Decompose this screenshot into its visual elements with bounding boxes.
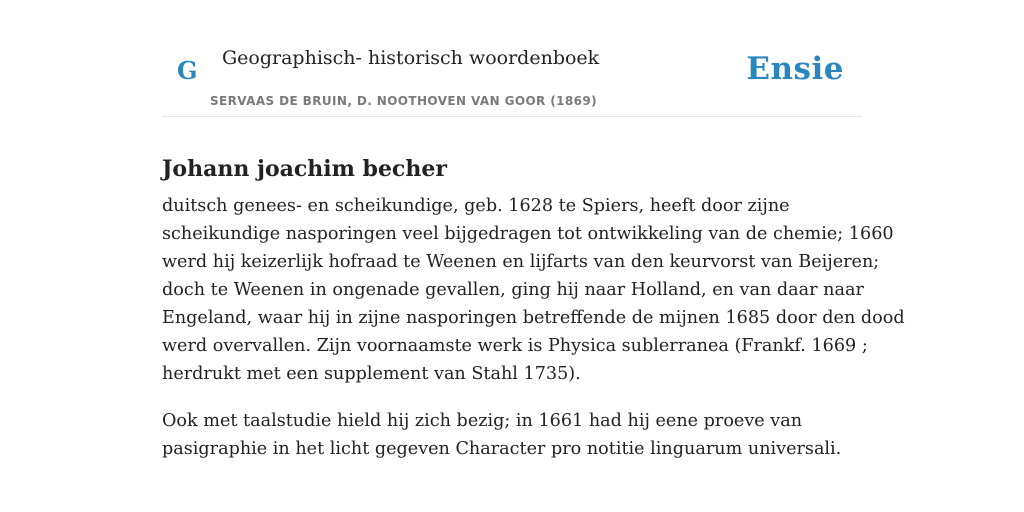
book-letter-icon[interactable]: G bbox=[177, 56, 198, 85]
ensie-logo[interactable]: Ensie bbox=[746, 51, 844, 87]
book-title-link[interactable]: Geographisch- historisch woordenboek bbox=[222, 47, 600, 69]
paragraph-line: werd overvallen. Zijn voornaamste werk is Physica sublerranea (Frankf. 1669 ; bbox=[162, 336, 868, 356]
entry-title: Johann joachim becher bbox=[162, 155, 447, 182]
paragraph-line: duitsch genees- en scheikundige, geb. 1628 te Spiers, heeft door zijne bbox=[162, 196, 790, 216]
paragraph-line: Ook met taalstudie hield hij zich bezig; in 1661 had hij eene proeve van bbox=[162, 411, 803, 431]
paragraph-line: Engeland, waar hij in zijne nasporingen betreffende de mijnen 1685 door den dood bbox=[162, 308, 905, 328]
entry-paragraph-1 bbox=[162, 192, 905, 388]
paragraph-line: pasigraphie in het licht gegeven Character pro notitie linguarum universali. bbox=[162, 439, 842, 459]
paragraph-line: scheikundige nasporingen veel bijgedragen tot ontwikkeling van de chemie; 1660 bbox=[162, 224, 894, 244]
entry-paragraph-2 bbox=[162, 407, 862, 463]
paragraph-line: herdrukt met een supplement van Stahl 1735). bbox=[162, 364, 581, 384]
entry-body bbox=[162, 192, 905, 482]
paragraph-line: werd hij keizerlijk hofraad te Weenen en lijfarts van den keurvorst van Beijeren; bbox=[162, 252, 880, 272]
page-header bbox=[162, 0, 862, 117]
paragraph-line: doch te Weenen in ongenade gevallen, ging hij naar Holland, en van daar naar bbox=[162, 280, 864, 300]
book-authors: SERVAAS DE BRUIN, D. NOOTHOVEN VAN GOOR (1869) bbox=[210, 94, 598, 108]
